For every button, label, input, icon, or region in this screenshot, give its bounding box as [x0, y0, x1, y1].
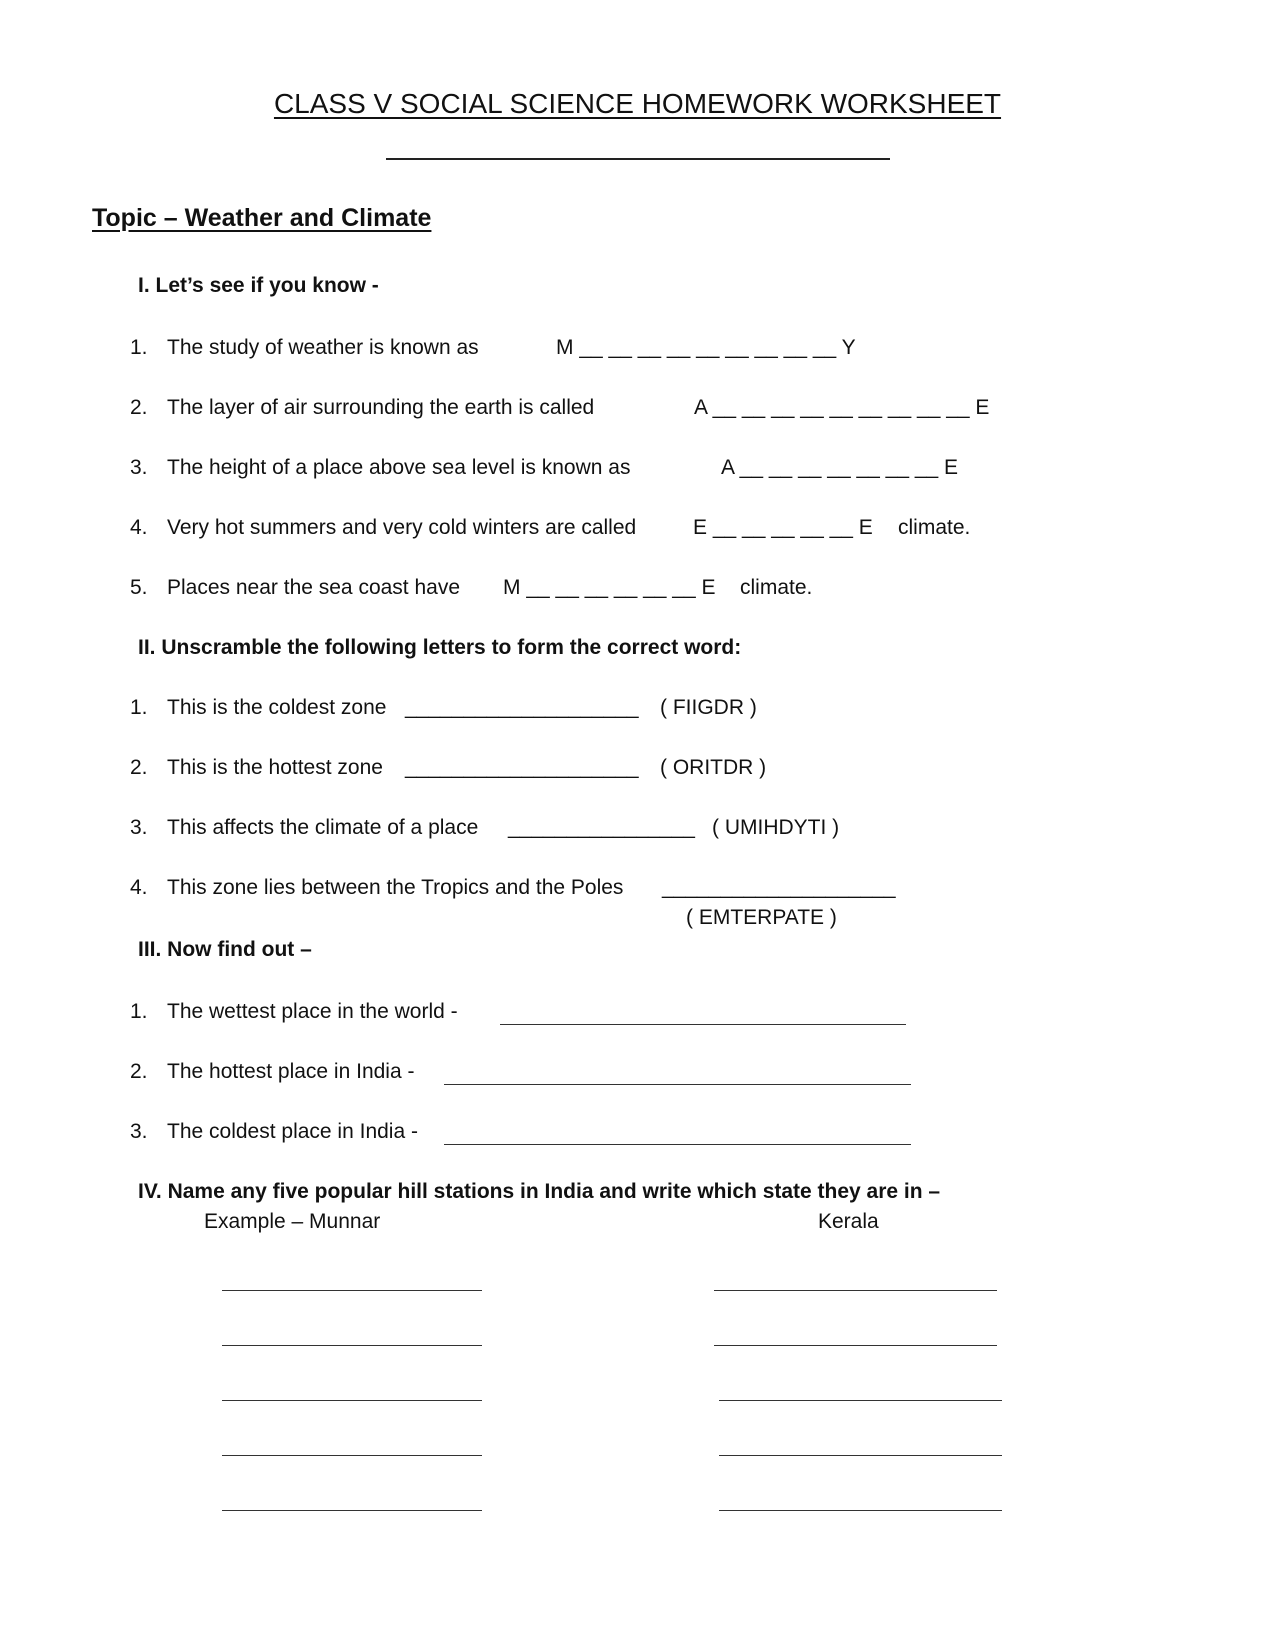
example-hill-station: Example – Munnar [204, 1210, 381, 1233]
hill-station-answer-line[interactable] [222, 1455, 482, 1456]
fill-in-puzzle[interactable]: M __ __ __ __ __ __ __ __ __ Y [556, 336, 856, 359]
answer-line[interactable] [444, 1144, 911, 1145]
answer-line[interactable] [500, 1024, 906, 1025]
page-title: CLASS V SOCIAL SCIENCE HOMEWORK WORKSHEET [273, 88, 1002, 119]
section-2-heading: II. Unscramble the following letters to form the correct word: [138, 636, 742, 659]
scrambled-hint: ( FIIGDR ) [660, 696, 757, 719]
answer-blank[interactable]: ____________________ [405, 756, 639, 779]
question-text: The height of a place above sea level is known as [167, 456, 631, 479]
item-number: 4. [130, 516, 148, 539]
state-answer-line[interactable] [719, 1400, 1002, 1401]
hill-station-answer-line[interactable] [222, 1510, 482, 1511]
item-number: 3. [130, 1120, 148, 1143]
example-state: Kerala [818, 1210, 879, 1233]
item-number: 1. [130, 696, 148, 719]
question-text: This is the hottest zone [167, 756, 383, 779]
item-number: 1. [130, 336, 148, 359]
topic-heading: Topic – Weather and Climate [92, 204, 432, 232]
fill-in-puzzle[interactable]: M __ __ __ __ __ __ E [503, 576, 716, 599]
state-answer-line[interactable] [719, 1455, 1002, 1456]
question-text: The study of weather is known as [167, 336, 479, 359]
state-answer-line[interactable] [719, 1510, 1002, 1511]
answer-blank[interactable]: ____________________ [405, 696, 639, 719]
item-number: 5. [130, 576, 148, 599]
item-number: 3. [130, 456, 148, 479]
section-1-heading: I. Let’s see if you know - [138, 274, 379, 297]
question-text: Places near the sea coast have [167, 576, 461, 599]
answer-line[interactable] [444, 1084, 911, 1085]
question-text: The hottest place in India - [167, 1060, 415, 1083]
hill-station-answer-line[interactable] [222, 1400, 482, 1401]
item-number: 2. [130, 396, 148, 419]
scrambled-hint: ( EMTERPATE ) [686, 906, 837, 929]
hill-station-answer-line[interactable] [222, 1290, 482, 1291]
item-number: 3. [130, 816, 148, 839]
scrambled-hint: ( ORITDR ) [660, 756, 767, 779]
question-text: Very hot summers and very cold winters are called [167, 516, 637, 539]
section-3-heading: III. Now find out – [138, 938, 312, 961]
fill-in-puzzle[interactable]: A __ __ __ __ __ __ __ __ __ E [694, 396, 990, 419]
puzzle-suffix: climate. [740, 576, 813, 599]
question-text: This affects the climate of a place [167, 816, 479, 839]
question-text: This is the coldest zone [167, 696, 387, 719]
item-number: 2. [130, 756, 148, 779]
answer-blank[interactable]: ________________ [508, 816, 695, 839]
question-text: The coldest place in India - [167, 1120, 418, 1143]
item-number: 2. [130, 1060, 148, 1083]
question-text: The layer of air surrounding the earth is called [167, 396, 595, 419]
item-number: 1. [130, 1000, 148, 1023]
answer-blank[interactable]: ____________________ [662, 876, 896, 899]
question-text: This zone lies between the Tropics and the Poles [167, 876, 624, 899]
puzzle-suffix: climate. [898, 516, 971, 539]
question-text: The wettest place in the world - [167, 1000, 458, 1023]
section-4-heading: IV. Name any five popular hill stations in India and write which state they are in – [138, 1180, 941, 1203]
state-answer-line[interactable] [714, 1345, 997, 1346]
state-answer-line[interactable] [714, 1290, 997, 1291]
scrambled-hint: ( UMIHDYTI ) [712, 816, 840, 839]
fill-in-puzzle[interactable]: E __ __ __ __ __ E [693, 516, 873, 539]
hill-station-answer-line[interactable] [222, 1345, 482, 1346]
fill-in-puzzle[interactable]: A __ __ __ __ __ __ __ E [721, 456, 959, 479]
item-number: 4. [130, 876, 148, 899]
title-divider [386, 158, 890, 160]
